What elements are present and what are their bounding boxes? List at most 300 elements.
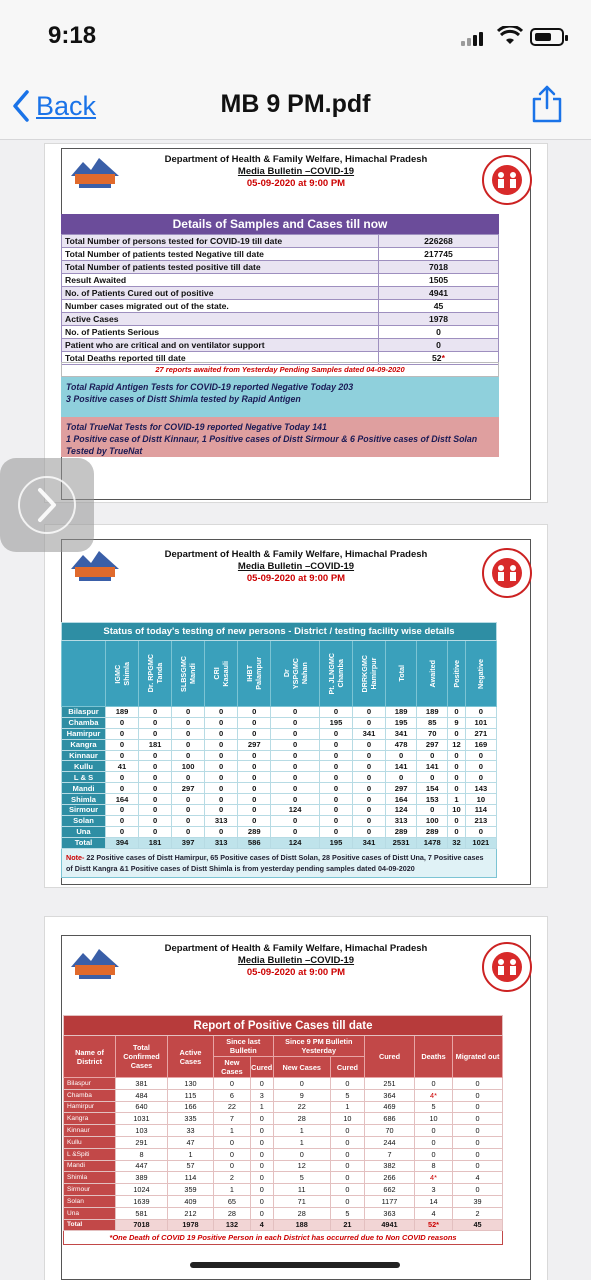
- testing-col-label: SLBSGMC Mandi: [179, 655, 198, 692]
- col-migrated: Migrated out: [453, 1036, 503, 1078]
- table-cell: 313: [386, 815, 417, 826]
- table-cell: 0: [106, 826, 139, 837]
- table-cell: 0: [453, 1184, 503, 1196]
- summary-value: [379, 300, 499, 313]
- table-cell: 0: [448, 728, 465, 739]
- table-cell: 4: [250, 1219, 273, 1231]
- district-name: L & S: [62, 772, 106, 783]
- district-name: Kangra: [62, 739, 106, 750]
- note-label: Note-: [66, 852, 85, 862]
- table-cell: 662: [365, 1184, 415, 1196]
- table-cell: 7018: [116, 1219, 168, 1231]
- table-cell: 0: [352, 783, 385, 794]
- table-cell: 341: [386, 728, 417, 739]
- table-cell: 0: [273, 1078, 330, 1090]
- table-cell: 10: [448, 805, 465, 816]
- table-cell: 52*: [415, 1219, 453, 1231]
- testing-col-label: Dr YSPGMC Nahan: [281, 657, 309, 690]
- table-cell: 0: [238, 794, 271, 805]
- table-cell: 5: [273, 1172, 330, 1184]
- table-cell: 181: [139, 739, 172, 750]
- table-cell: 0: [250, 1184, 273, 1196]
- table-cell: 297: [386, 783, 417, 794]
- testing-col-header: [417, 641, 448, 707]
- department-name: Department of Health & Family Welfare, Himachal Pradesh: [164, 549, 428, 560]
- table-row: [64, 1101, 503, 1113]
- home-indicator[interactable]: [190, 1262, 400, 1268]
- summary-value: [379, 313, 499, 326]
- table-cell: 313: [205, 815, 238, 826]
- summary-row: [62, 326, 499, 339]
- table-cell: 189: [106, 707, 139, 718]
- table-cell: 0: [417, 805, 448, 816]
- table-cell: 8: [415, 1160, 453, 1172]
- table-cell: 364: [365, 1089, 415, 1101]
- table-cell: 0: [106, 750, 139, 761]
- table-cell: 586: [238, 837, 271, 848]
- table-cell: 0: [319, 707, 352, 718]
- table-cell: 0: [271, 750, 320, 761]
- table-cell: 478: [386, 739, 417, 750]
- table-cell: 2: [453, 1207, 503, 1219]
- district-name: Kangra: [64, 1113, 116, 1125]
- table-cell: 3: [250, 1089, 273, 1101]
- summary-value-text: 1978: [428, 314, 449, 324]
- table-cell: 0: [448, 826, 465, 837]
- testing-col-label: Pt. JLNGMC Chamba: [326, 652, 345, 695]
- table-cell: 0: [271, 794, 320, 805]
- table-cell: 0: [465, 707, 496, 718]
- testing-col-label: Negative: [476, 658, 486, 689]
- district-name: Solan: [64, 1195, 116, 1207]
- table-cell: 0: [319, 805, 352, 816]
- table-row: [62, 761, 497, 772]
- forward-chevron-icon: [0, 458, 94, 552]
- table-row: [64, 1184, 503, 1196]
- district-name: Una: [62, 826, 106, 837]
- table-cell: 164: [106, 794, 139, 805]
- table-cell: 143: [465, 783, 496, 794]
- summary-label: Number cases migrated out of the state.: [62, 300, 379, 313]
- testing-col-header: [465, 641, 496, 707]
- table-cell: 0: [250, 1078, 273, 1090]
- table-cell: 0: [417, 750, 448, 761]
- table-cell: 0: [453, 1148, 503, 1160]
- table-cell: 0: [172, 772, 205, 783]
- table-row: [64, 1172, 503, 1184]
- table-cell: 0: [139, 783, 172, 794]
- summary-label: Patient who are critical and on ventilator support: [62, 339, 379, 352]
- table-cell: 0: [319, 739, 352, 750]
- table-cell: 581: [116, 1207, 168, 1219]
- testing-note: [62, 848, 497, 877]
- table-cell: 1: [448, 794, 465, 805]
- table-cell: 0: [139, 815, 172, 826]
- table-cell: 1: [330, 1101, 364, 1113]
- table-cell: 0: [417, 772, 448, 783]
- table-cell: 0: [319, 826, 352, 837]
- table-row: [64, 1219, 503, 1231]
- table-cell: 389: [116, 1172, 168, 1184]
- table-cell: 0: [238, 805, 271, 816]
- status-bar: [0, 0, 591, 70]
- table-cell: 188: [273, 1219, 330, 1231]
- table-cell: 0: [319, 750, 352, 761]
- table-cell: 4941: [365, 1219, 415, 1231]
- summary-value: [379, 235, 499, 248]
- table-cell: 4*: [415, 1089, 453, 1101]
- table-row: [62, 750, 497, 761]
- table-cell: 0: [465, 826, 496, 837]
- district-name: Bilaspur: [64, 1078, 116, 1090]
- table-cell: 8: [116, 1148, 168, 1160]
- table-row: [62, 783, 497, 794]
- summary-value-text: 0: [436, 327, 441, 337]
- table-row: [64, 1148, 503, 1160]
- summary-value-mark: *: [441, 353, 445, 363]
- table-cell: 166: [168, 1101, 214, 1113]
- table-cell: 640: [116, 1101, 168, 1113]
- district-name: Mandi: [62, 783, 106, 794]
- truenat-line-2: 1 Positive case of Distt Kinnaur, 1 Positive cases of Distt Sirmour & 6 Positive cases of Distt Solan Tested by TrueNat: [66, 434, 478, 456]
- table-cell: 0: [271, 783, 320, 794]
- table-cell: 0: [453, 1125, 503, 1137]
- bulletin-header: [45, 549, 547, 585]
- summary-table: [61, 214, 499, 365]
- table-cell: 3: [415, 1184, 453, 1196]
- table-cell: 33: [168, 1125, 214, 1137]
- table-cell: 0: [205, 707, 238, 718]
- table-cell: 0: [172, 826, 205, 837]
- table-cell: 212: [168, 1207, 214, 1219]
- table-cell: 289: [386, 826, 417, 837]
- table-cell: 0: [352, 815, 385, 826]
- table-cell: 0: [330, 1078, 364, 1090]
- testing-table: [61, 622, 497, 878]
- table-cell: 0: [415, 1125, 453, 1137]
- table-cell: 0: [330, 1184, 364, 1196]
- table-cell: 289: [238, 826, 271, 837]
- summary-value: [379, 339, 499, 352]
- district-name: Total: [64, 1219, 116, 1231]
- table-cell: 0: [172, 794, 205, 805]
- national-health-mission-logo: [481, 154, 533, 206]
- table-cell: 0: [448, 772, 465, 783]
- table-cell: 213: [465, 815, 496, 826]
- table-cell: 0: [271, 739, 320, 750]
- table-cell: 1: [250, 1101, 273, 1113]
- col-total: Total Confirmed Cases: [116, 1036, 168, 1078]
- table-cell: 28: [273, 1207, 330, 1219]
- table-cell: 5: [330, 1089, 364, 1101]
- table-cell: 0: [205, 739, 238, 750]
- testing-col-header: [139, 641, 172, 707]
- table-cell: 1: [168, 1148, 214, 1160]
- table-cell: 0: [415, 1148, 453, 1160]
- table-row: [62, 794, 497, 805]
- district-header-blank: [62, 641, 106, 707]
- table-cell: 0: [139, 717, 172, 728]
- table-cell: 0: [238, 750, 271, 761]
- truenat-box: [61, 417, 499, 457]
- table-cell: 0: [139, 794, 172, 805]
- table-row: [64, 1160, 503, 1172]
- table-cell: 0: [273, 1148, 330, 1160]
- district-name: Total: [62, 837, 106, 848]
- pdf-page-1: [44, 143, 548, 503]
- table-cell: 0: [352, 826, 385, 837]
- table-cell: 297: [172, 783, 205, 794]
- bulletin-datetime: 05-09-2020 at 9:00 PM: [246, 967, 346, 978]
- table-cell: 130: [168, 1078, 214, 1090]
- table-cell: 124: [386, 805, 417, 816]
- table-cell: 0: [106, 815, 139, 826]
- table-cell: 0: [330, 1160, 364, 1172]
- table-row: [62, 826, 497, 837]
- testing-col-header: [386, 641, 417, 707]
- testing-col-header: [238, 641, 271, 707]
- summary-label: No. of Patients Cured out of positive: [62, 287, 379, 300]
- table-cell: 363: [365, 1207, 415, 1219]
- summary-label: Active Cases: [62, 313, 379, 326]
- testing-col-header: [352, 641, 385, 707]
- summary-value: [379, 326, 499, 339]
- table-cell: 5: [330, 1207, 364, 1219]
- table-cell: 382: [365, 1160, 415, 1172]
- table-cell: 0: [172, 805, 205, 816]
- summary-label: Total Deaths reported till date: [62, 352, 379, 365]
- table-row: [64, 1089, 503, 1101]
- note-text: 22 Positive cases of Distt Hamirpur, 65 Positive cases of Distt Solan, 28 Positive cases of Distt Una, 7 Positive cases of Distt Kangra &1 Positive cases of Distt Shimla is from yesterday pending samples dated 04-09-2020: [66, 852, 484, 873]
- table-cell: 0: [205, 728, 238, 739]
- share-icon[interactable]: [530, 84, 564, 124]
- table-cell: 101: [465, 717, 496, 728]
- table-cell: 291: [116, 1136, 168, 1148]
- table-cell: 70: [417, 728, 448, 739]
- table-row: [64, 1136, 503, 1148]
- testing-col-header: [172, 641, 205, 707]
- testing-col-label: Positive: [452, 659, 461, 688]
- summary-value-text: 52: [432, 353, 442, 363]
- table-cell: 0: [139, 728, 172, 739]
- table-cell: 114: [168, 1172, 214, 1184]
- next-page-button[interactable]: [0, 458, 94, 552]
- table-cell: 1177: [365, 1195, 415, 1207]
- summary-row: [62, 261, 499, 274]
- table-cell: 0: [172, 717, 205, 728]
- table-cell: 70: [365, 1125, 415, 1137]
- table-cell: 0: [238, 761, 271, 772]
- testing-col-header: [319, 641, 352, 707]
- table-cell: 409: [168, 1195, 214, 1207]
- table-cell: 0: [238, 772, 271, 783]
- district-name: Kinnaur: [62, 750, 106, 761]
- district-name: Kullu: [64, 1136, 116, 1148]
- table-cell: 359: [168, 1184, 214, 1196]
- district-name: L &Spiti: [64, 1148, 116, 1160]
- table-cell: 397: [172, 837, 205, 848]
- table-cell: 100: [417, 815, 448, 826]
- summary-label: Total Number of persons tested for COVID-19 till date: [62, 235, 379, 248]
- testing-col-label: CRI Kasauli: [212, 660, 231, 687]
- table-cell: 5: [415, 1101, 453, 1113]
- signal-icon: [461, 30, 491, 46]
- table-cell: 124: [271, 837, 320, 848]
- table-cell: 0: [352, 750, 385, 761]
- table-cell: 114: [465, 805, 496, 816]
- testing-col-label: Total: [396, 665, 406, 682]
- col-active: Active Cases: [168, 1036, 214, 1078]
- table-cell: 1: [273, 1125, 330, 1137]
- table-cell: 0: [205, 772, 238, 783]
- table-cell: 0: [250, 1113, 273, 1125]
- summary-value: [379, 248, 499, 261]
- table-cell: 0: [250, 1125, 273, 1137]
- table-cell: 41: [106, 761, 139, 772]
- bulletin-header: [45, 943, 547, 979]
- table-cell: 0: [415, 1136, 453, 1148]
- col-new-cases-1: New Cases: [214, 1057, 251, 1078]
- table-cell: 0: [250, 1148, 273, 1160]
- table-row: [62, 728, 497, 739]
- table-cell: 12: [448, 739, 465, 750]
- bulletin-header: [45, 154, 547, 190]
- table-cell: 189: [386, 707, 417, 718]
- summary-value-text: 217745: [424, 249, 453, 259]
- department-name: Department of Health & Family Welfare, Himachal Pradesh: [164, 154, 428, 165]
- table-cell: 45: [453, 1219, 503, 1231]
- table-cell: 335: [168, 1113, 214, 1125]
- table-cell: 0: [319, 761, 352, 772]
- table-cell: 1478: [417, 837, 448, 848]
- table-cell: 0: [330, 1136, 364, 1148]
- table-cell: 85: [417, 717, 448, 728]
- table-cell: 47: [168, 1136, 214, 1148]
- table-cell: 0: [319, 783, 352, 794]
- table-cell: 0: [465, 750, 496, 761]
- district-name: Kullu: [62, 761, 106, 772]
- bulletin-datetime: 05-09-2020 at 9:00 PM: [246, 573, 346, 584]
- col-cured-2: Cured: [330, 1057, 364, 1078]
- truenat-line-1: Total TrueNat Tests for COVID-19 reported Negative Today 141: [66, 422, 327, 432]
- testing-col-header: [271, 641, 320, 707]
- table-cell: 0: [453, 1089, 503, 1101]
- col-since-last: Since last Bulletin: [214, 1036, 274, 1057]
- table-cell: 10: [415, 1113, 453, 1125]
- bulletin-title: Media Bulletin –COVID-19: [237, 166, 355, 177]
- table-cell: 195: [386, 717, 417, 728]
- table-row: [62, 707, 497, 718]
- table-cell: 132: [214, 1219, 251, 1231]
- table-cell: 0: [205, 750, 238, 761]
- summary-value-text: 4941: [428, 288, 449, 298]
- positive-caption: Report of Positive Cases till date: [64, 1016, 503, 1036]
- table-cell: 0: [106, 772, 139, 783]
- district-name: Sirmour: [62, 805, 106, 816]
- table-cell: 0: [139, 805, 172, 816]
- national-health-mission-logo: [481, 941, 533, 993]
- table-cell: 0: [352, 794, 385, 805]
- table-cell: 22: [273, 1101, 330, 1113]
- table-cell: 0: [238, 717, 271, 728]
- district-name: Hamirpur: [62, 728, 106, 739]
- table-cell: 4: [415, 1207, 453, 1219]
- table-cell: 22: [214, 1101, 251, 1113]
- district-name: Sirmour: [64, 1184, 116, 1196]
- testing-col-label: Dr. RPGMC Tanda: [146, 654, 165, 693]
- table-cell: 115: [168, 1089, 214, 1101]
- summary-value-text: 45: [433, 301, 444, 311]
- summary-label: Result Awaited: [62, 274, 379, 287]
- table-cell: 1639: [116, 1195, 168, 1207]
- table-cell: 0: [172, 707, 205, 718]
- pending-note: 27 reports awaited from Yesterday Pending Samples dated 04-09-2020: [61, 362, 499, 377]
- table-cell: 1024: [116, 1184, 168, 1196]
- summary-row: [62, 287, 499, 300]
- summary-value-text: 0: [436, 340, 441, 350]
- table-cell: 0: [448, 707, 465, 718]
- testing-col-label: DRRKGMC Hamirpur: [360, 654, 378, 693]
- table-cell: 28: [273, 1113, 330, 1125]
- table-cell: 0: [172, 750, 205, 761]
- table-row: [64, 1078, 503, 1090]
- testing-col-label: IGMC Shimla: [113, 661, 132, 686]
- district-name: Chamba: [64, 1089, 116, 1101]
- table-cell: 0: [271, 728, 320, 739]
- table-cell: 0: [330, 1195, 364, 1207]
- table-cell: 0: [319, 794, 352, 805]
- table-cell: 0: [319, 728, 352, 739]
- testing-col-header: [106, 641, 139, 707]
- table-cell: 469: [365, 1101, 415, 1113]
- table-cell: 0: [271, 815, 320, 826]
- table-cell: 10: [465, 794, 496, 805]
- testing-caption: Status of today's testing of new persons - District / testing facility wise details: [62, 623, 497, 641]
- table-cell: 313: [205, 837, 238, 848]
- table-cell: 0: [106, 728, 139, 739]
- summary-row: [62, 235, 499, 248]
- table-cell: 0: [172, 815, 205, 826]
- table-cell: 14: [415, 1195, 453, 1207]
- table-row: [62, 772, 497, 783]
- summary-label: No. of Patients Serious: [62, 326, 379, 339]
- table-cell: 7: [365, 1148, 415, 1160]
- table-cell: 181: [139, 837, 172, 848]
- table-cell: 0: [214, 1160, 251, 1172]
- col-name: Name of District: [64, 1036, 116, 1078]
- summary-value-text: 7018: [428, 262, 449, 272]
- table-cell: 65: [214, 1195, 251, 1207]
- district-name: Mandi: [64, 1160, 116, 1172]
- summary-value: [379, 261, 499, 274]
- table-cell: 0: [453, 1113, 503, 1125]
- table-cell: 0: [448, 783, 465, 794]
- table-cell: 289: [417, 826, 448, 837]
- table-cell: 0: [386, 750, 417, 761]
- table-cell: 341: [352, 837, 385, 848]
- national-health-mission-logo: [481, 547, 533, 599]
- table-cell: 297: [417, 739, 448, 750]
- table-cell: 0: [139, 707, 172, 718]
- table-cell: 0: [352, 805, 385, 816]
- summary-row: [62, 339, 499, 352]
- table-cell: 0: [453, 1101, 503, 1113]
- table-cell: 0: [271, 717, 320, 728]
- table-cell: 0: [205, 794, 238, 805]
- table-cell: 0: [214, 1148, 251, 1160]
- table-cell: 0: [214, 1078, 251, 1090]
- district-name: Kinnaur: [64, 1125, 116, 1137]
